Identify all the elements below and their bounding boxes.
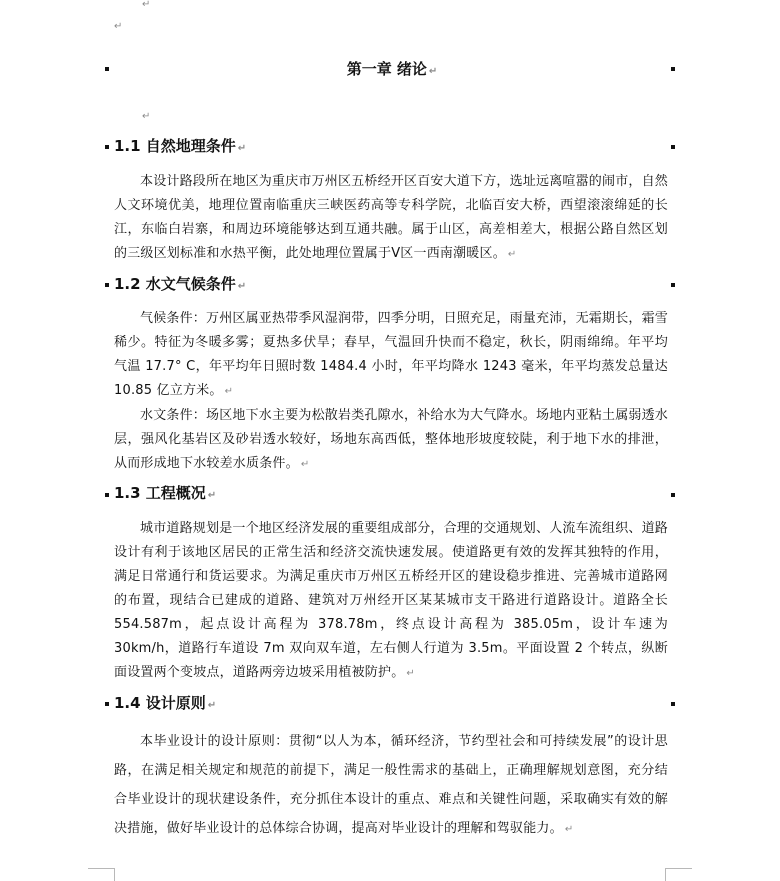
list-bullet (671, 145, 675, 149)
section-heading: 1.1 自然地理条件 ↵ (114, 137, 247, 155)
section-heading: 1.4 设计原则 ↵ (114, 694, 217, 712)
body-paragraph: 气候条件：万州区属亚热带季风湿润带，四季分明，日照充足，雨量充沛，无霜期长，霜雪稀少。特征为冬暖多雾；夏热多伏旱；春早，气温回升快而不稳定，秋长，阴雨绵绵。年平均气温 17.7° C，年平均年日照时数 1484.4 小时，年平均降水 1243 毫米，年平均蒸发总量达 10.85 亿立方米。 ↵ (114, 311, 669, 398)
chapter-title: 第一章 绪论 ↵ (346, 60, 438, 78)
list-bullet (671, 493, 675, 497)
paragraph-mark: ↵ (142, 111, 151, 122)
body-paragraph: 水文条件：场区地下水主要为松散岩类孔隙水，补给水为大气降水。场地内亚粘土属弱透水层，强风化基岩区及砂岩透水较好，场地东高西低，整体地形坡度较陡，利于地下水的排泄，从而形成地下水较差水质条件。 ↵ (114, 408, 669, 471)
body-paragraph: 本毕业设计的设计原则：贯彻“以人为本，循环经济，节约型社会和可持续发展”的设计思路，在满足相关规定和规范的前提下，满足一般性需求的基础上，正确理解规划意图，充分结合毕业设计的现状建设条件，充分抓住本设计的重点、难点和关键性问题，采取确实有效的解决措施，做好毕业设计的总体综合协调，提高对毕业设计的理解和驾驭能力。 ↵ (114, 734, 668, 836)
body-paragraph: 城市道路规划是一个地区经济发展的重要组成部分，合理的交通规划、人流车流组织、道路设计有利于该地区居民的正常生活和经济交流快速发展。使道路更有效的发挥其独特的作用，满足日常通行和货运要求。为满足重庆市万州区五桥经开区的建设稳步推进、完善城市道路网的布置，现结合已建成的道路、建筑对万州经开区某某城市支干路进行道路设计。道路全长 554.587m，起点设计高程为 378.78m，终点设计高程为 385.05m，设计车速为 30km/h，道路行车道设 7m 双向双车道，左右侧人行道为 3.5m。平面设置 2 个转点，纵断面设置两个变坡点，道路两旁边坡采用植被防护。 ↵ (114, 521, 669, 680)
section-heading: 1.2 水文气候条件 ↵ (114, 275, 247, 293)
list-bullet (671, 67, 675, 71)
paragraph-mark: ↵ (142, 0, 151, 10)
margin-corner-mark (88, 868, 115, 881)
list-bullet (105, 493, 109, 497)
list-bullet (105, 702, 109, 706)
list-bullet (671, 283, 675, 287)
list-bullet (105, 283, 109, 287)
paragraph-mark: ↵ (114, 21, 123, 32)
margin-corner-mark (665, 868, 692, 881)
list-bullet (671, 702, 675, 706)
list-bullet (105, 145, 109, 149)
body-paragraph: 本设计路段所在地区为重庆市万州区五桥经开区百安大道下方，选址远离喧嚣的闹市，自然人文环境优美，地理位置南临重庆三峡医药高等专科学院，北临百安大桥，西望滚滚绵延的长江，东临白岩寨，和周边环境能够达到互通共融。属于山区，高差相差大，根据公路自然区划的三级区划标准和水热平衡，此处地理位置属于Ⅴ区一西南潮暖区。 ↵ (114, 174, 669, 261)
list-bullet (105, 67, 109, 71)
section-heading: 1.3 工程概况 ↵ (114, 484, 217, 502)
